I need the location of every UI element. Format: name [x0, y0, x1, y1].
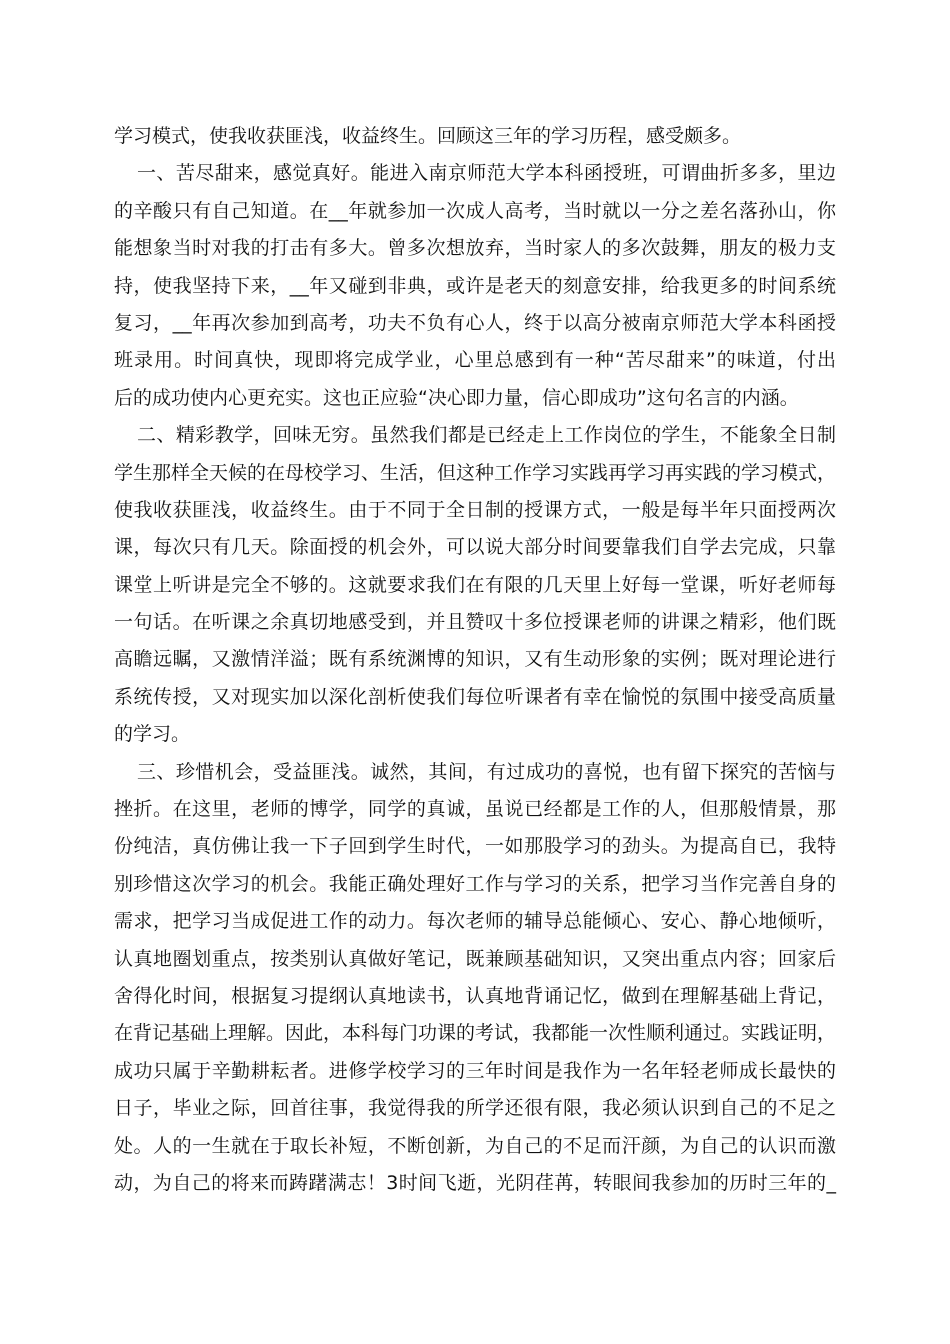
text-line: 需求，把学习当成促进工作的动力。每次老师的辅导总能倾心、安心、静心地倾听，	[114, 910, 836, 933]
text-line: 能想象当时对我的打击有多大。曾多次想放弃，当时家人的多次鼓舞，朋友的极力支	[114, 237, 836, 260]
text-line: 日子，毕业之际，回首往事，我觉得我的所学还很有限，我必须认识到自己的不足之	[114, 1097, 836, 1120]
text-line: 持，使我坚持下来，__年又碰到非典，或许是老天的刻意安排，给我更多的时间系统	[114, 274, 836, 297]
text-line: 高瞻远瞩，又激情洋溢；既有系统渊博的知识，又有生动形象的实例；既对理论进行	[114, 648, 836, 671]
text-line: 后的成功使内心更充实。这也正应验“决心即力量，信心即成功”这句名言的内涵。	[114, 386, 799, 409]
text-line: 动，为自己的将来而踌躇满志！3时间飞逝，光阴荏苒，转眼间我参加的历时三年的_	[114, 1171, 836, 1194]
text-line: 认真地圈划重点，按类别认真做好笔记，既兼顾基础知识，又突出重点内容；回家后	[114, 947, 836, 970]
text-line: 的学习。	[114, 723, 191, 746]
text-line: 学生那样全天候的在母校学习、生活，但这种工作学习实践再学习再实践的学习模式，	[114, 461, 837, 484]
text-line: 一句话。在听课之余真切地感受到，并且赞叹十多位授课老师的讲课之精彩，他们既	[114, 611, 836, 634]
text-line: 系统传授，又对现实加以深化剖析使我们每位听课者有幸在愉悦的氛围中接受高质量	[114, 685, 836, 708]
text-line: 挫折。在这里，老师的博学，同学的真诚，虽说已经都是工作的人，但那般情景，那	[114, 798, 836, 821]
text-line: 课堂上听讲是完全不够的。这就要求我们在有限的几天里上好每一堂课，听好老师每	[114, 573, 836, 596]
text-line: 学习模式，使我收获匪浅，收益终生。回顾这三年的学习历程，感受颇多。	[114, 125, 742, 147]
text-line: 在背记基础上理解。因此，本科每门功课的考试，我都能一次性顺利通过。实践证明，	[114, 1022, 837, 1045]
text-line: 使我收获匪浅，收益终生。由于不同于全日制的授课方式，一般是每半年只面授两次	[114, 498, 836, 521]
text-line: 舍得化时间，根据复习提纲认真地读书，认真地背诵记忆，做到在理解基础上背记，	[114, 984, 836, 1007]
text-line: 三、珍惜机会，受益匪浅。诚然，其间，有过成功的喜悦，也有留下探究的苦恼与	[137, 760, 836, 783]
text-line: 份纯洁，真仿佛让我一下子回到学生时代，一如那股学习的劲头。为提高自已，我特	[114, 835, 836, 858]
text-line: 的辛酸只有自己知道。在__年就参加一次成人高考，当时就以一分之差名落孙山，你	[114, 199, 836, 222]
text-line: 一、苦尽甜来，感觉真好。能进入南京师范大学本科函授班，可谓曲折多多，里边	[137, 162, 836, 185]
text-line: 成功只属于辛勤耕耘者。进修学校学习的三年时间是我作为一名年轻老师成长最快的	[114, 1059, 836, 1082]
text-line: 处。人的一生就在于取长补短，不断创新，为自己的不足而汗颜，为自己的认识而激	[114, 1134, 836, 1157]
text-line: 别珍惜这次学习的机会。我能正确处理好工作与学习的关系，把学习当作完善自身的	[114, 872, 836, 895]
text-line: 课，每次只有几天。除面授的机会外，可以说大部分时间要靠我们自学去完成，只靠	[114, 536, 836, 559]
document-body	[114, 118, 836, 1202]
text-line: 复习，__年再次参加到高考，功夫不负有心人，终于以高分被南京师范大学本科函授	[114, 311, 836, 334]
text-line: 二、精彩教学，回味无穷。虽然我们都是已经走上工作岗位的学生，不能象全日制	[137, 424, 836, 447]
text-line: 班录用。时间真快，现即将完成学业，心里总感到有一种“苦尽甜来”的味道，付出	[114, 349, 836, 372]
